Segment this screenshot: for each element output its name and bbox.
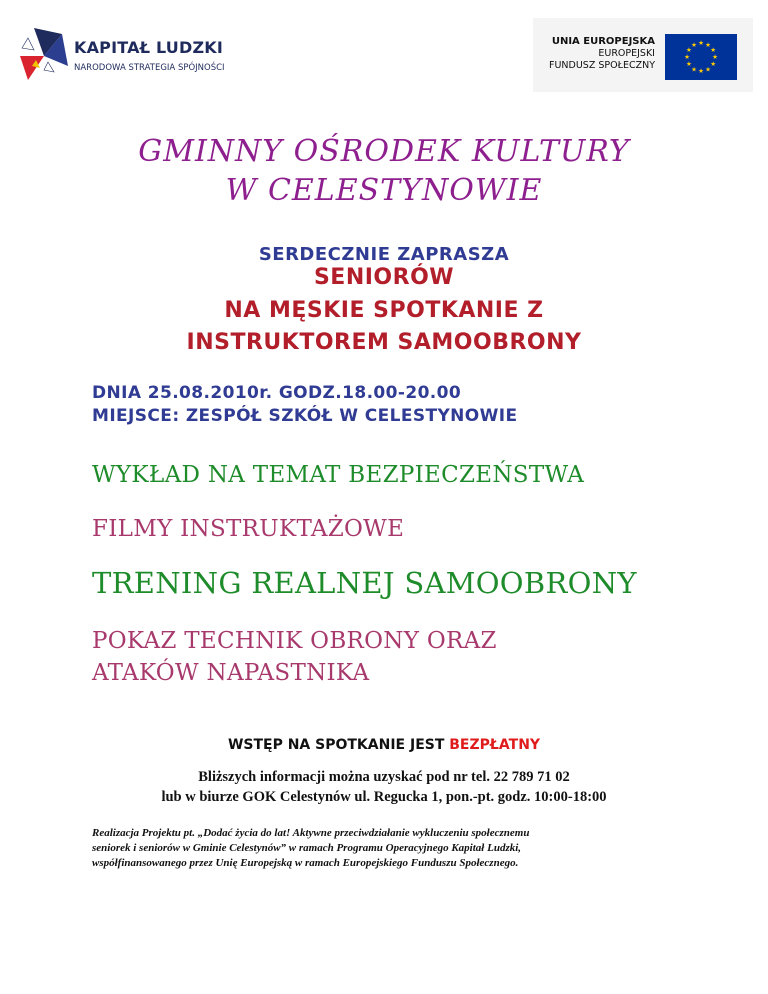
eu-star-icon: ★	[691, 41, 697, 50]
program-item-demo-line1: POKAZ TECHNIK OBRONY ORAZ	[92, 628, 497, 654]
event-title-line2: INSTRUKTOREM SAMOOBRONY	[186, 330, 582, 355]
eu-logo-text	[549, 36, 655, 72]
eu-star-icon: ★	[685, 60, 692, 69]
contact-office: lub w biurze GOK Celestynów ul. Regucka 1, pon.-pt. godz. 10:00-18:00	[161, 789, 607, 805]
eu-line2: EUROPEJSKI	[598, 48, 655, 59]
eu-flag-icon	[665, 34, 737, 80]
eu-star-icon: ★	[712, 53, 718, 62]
eu-star-icon: ★	[705, 41, 711, 50]
entry-text: WSTĘP NA SPOTKANIE JEST	[227, 737, 450, 753]
program-item-films: FILMY INSTRUKTAŻOWE	[92, 516, 405, 542]
kapital-ludzki-title: KAPITAŁ LUDZKI	[74, 38, 224, 57]
eu-star-icon: ★	[698, 39, 704, 48]
project-note-line2: seniorek i seniorów w Gminie Celestynów” w ramach Programu Operacyjnego Kapitał Ludzki,	[92, 842, 522, 854]
audience-text: SENIORÓW	[313, 265, 455, 290]
kapital-ludzki-logo	[14, 26, 254, 86]
project-note-line1: Realizacja Projektu pt. „Dodać życia do lat! Aktywne przeciwdziałanie wykluczeniu społecznemu	[92, 827, 530, 839]
contact-phone: Bliższych informacji można uzyskać pod nr tel. 22 789 71 02	[198, 769, 570, 785]
eu-star-icon: ★	[698, 67, 704, 76]
program-item-demo-line2: ATAKÓW NAPASTNIKA	[92, 660, 370, 686]
invite-text: SERDECZNIE ZAPRASZA	[258, 244, 510, 265]
eu-star-icon: ★	[691, 65, 697, 74]
eu-line1: UNIA EUROPEJSKA	[551, 36, 655, 47]
eu-star-icon: ★	[685, 46, 692, 55]
eu-logo	[533, 18, 753, 92]
eu-line3: FUNDUSZ SPOŁECZNY	[549, 60, 655, 71]
event-title-line1: NA MĘSKIE SPOTKANIE Z	[224, 298, 544, 323]
organizer-title-line1: GMINNY OŚRODEK KULTURY	[138, 134, 630, 169]
eu-star-icon: ★	[710, 60, 717, 69]
eu-star-icon: ★	[705, 65, 711, 74]
kapital-ludzki-subtitle: NARODOWA STRATEGIA SPÓJNOŚCI	[74, 63, 225, 73]
program-item-training: TRENING REALNEJ SAMOOBRONY	[92, 566, 637, 600]
eu-star-icon: ★	[684, 53, 690, 62]
program-item-lecture: WYKŁAD NA TEMAT BEZPIECZEŃSTWA	[92, 462, 585, 488]
organizer-title-line2: W CELESTYNOWIE	[225, 173, 543, 208]
event-date: DNIA 25.08.2010r. GODZ.18.00-20.00	[92, 383, 462, 403]
eu-star-icon: ★	[710, 46, 717, 55]
event-place: MIEJSCE: ZESPÓŁ SZKÓŁ W CELESTYNOWIE	[92, 406, 518, 426]
kapital-ludzki-mark-icon	[14, 26, 70, 82]
entry-free-badge: BEZPŁATNY	[449, 737, 541, 753]
project-note-line3: współfinansowanego przez Unię Europejską w ramach Europejskiego Funduszu Społecznego.	[92, 857, 519, 869]
entry-notice	[0, 737, 768, 753]
